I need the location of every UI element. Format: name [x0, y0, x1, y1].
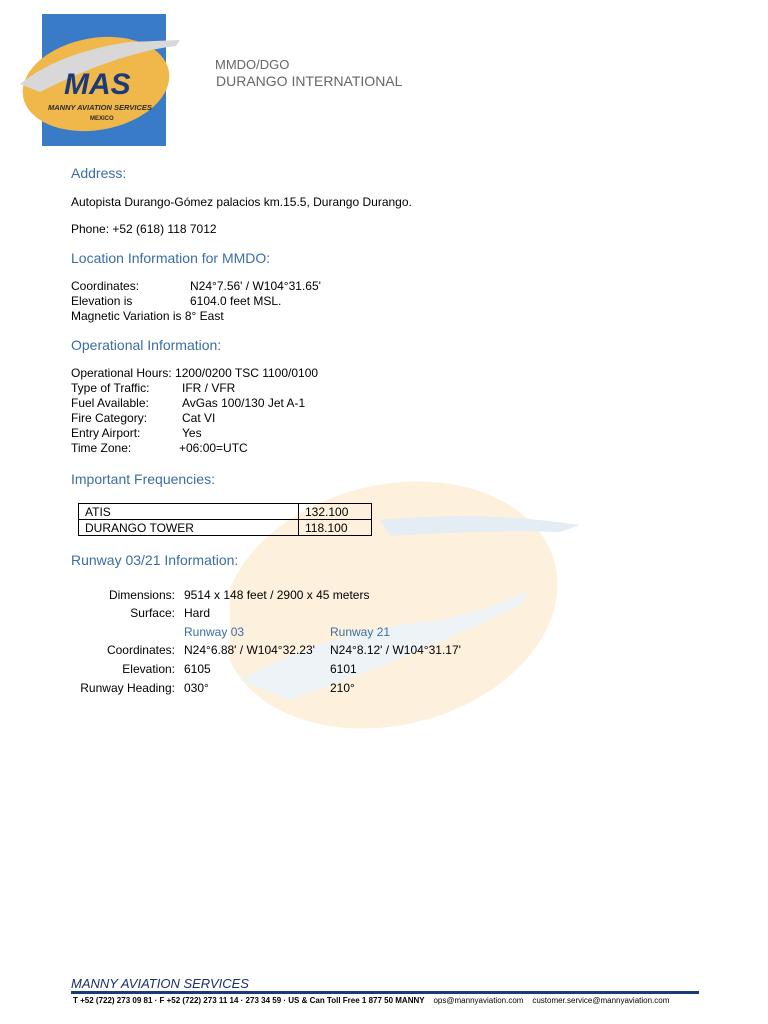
operational-row: [71, 426, 202, 440]
frequencies-title: Important Frequencies:: [71, 471, 215, 487]
logo-name-text: MANNY AVIATION SERVICES: [48, 103, 152, 112]
operational-row: [71, 441, 248, 455]
runway-coords-label: Coordinates:: [106, 643, 175, 657]
runway-21-elev: 6101: [330, 662, 357, 676]
runway-heading-label: Runway Heading:: [80, 681, 175, 695]
runway-21-coords: N24°8.12' / W104°31.17': [330, 643, 461, 657]
runway-dimensions-label: Dimensions:: [108, 588, 175, 602]
runway-surface-value: Hard: [184, 606, 211, 620]
address-title: Address:: [71, 165, 127, 181]
frequencies-table: [78, 503, 372, 536]
footer-company: MANNY AVIATION SERVICES: [71, 976, 249, 991]
runway-heading-row: [0, 681, 768, 697]
runway-surface-row: [0, 606, 768, 622]
runway-dimensions-row: [0, 588, 768, 604]
runway-coords-row: [0, 643, 768, 659]
operational-row: [71, 411, 215, 425]
frequency-name: ATIS: [79, 504, 299, 520]
operational-row-value: Cat VI: [182, 411, 216, 425]
runway-dimensions-value: 9514 x 148 feet / 2900 x 45 meters: [184, 588, 370, 602]
operational-hours: Operational Hours: 1200/0200 TSC 1100/0100: [71, 366, 319, 380]
operational-title: Operational Information:: [71, 337, 222, 353]
address-street: Autopista Durango-Gómez palacios km.15.5, Durango Durango.: [71, 195, 412, 209]
footer-contact: [73, 996, 669, 1005]
table-row: [79, 504, 372, 520]
airport-name: DURANGO INTERNATIONAL: [216, 73, 403, 89]
operational-row-label: Type of Traffic:: [71, 381, 150, 395]
frequency-name: DURANGO TOWER: [79, 520, 299, 536]
location-coords-value: N24°7.56' / W104°31.65': [190, 279, 321, 293]
runway-21-heading: 210°: [330, 681, 355, 695]
logo-brand-text: MAS: [64, 68, 131, 101]
runway-03-heading: 030°: [184, 681, 209, 695]
operational-row-label: Entry Airport:: [71, 426, 141, 440]
operational-row-value: IFR / VFR: [182, 381, 236, 395]
address-phone: Phone: +52 (618) 118 7012: [71, 222, 217, 236]
location-coords-row: [71, 279, 321, 293]
runway-03-elev: 6105: [184, 662, 211, 676]
footer-divider: [71, 991, 699, 994]
location-title: Location Information for MMDO:: [71, 250, 271, 266]
runway-03-head: Runway 03: [184, 625, 245, 639]
table-row: [79, 520, 372, 536]
location-elev-label: Elevation is: [71, 294, 133, 308]
runway-03-coords: N24°6.88' / W104°32.23': [184, 643, 315, 657]
footer-phones: T +52 (722) 273 09 81 · F +52 (722) 273 11 14 · 273 34 59 · US & Can Toll Free 1 877 50 MANNY: [73, 996, 425, 1005]
footer-email-cs[interactable]: customer.service@mannyaviation.com: [532, 996, 670, 1005]
operational-row: [71, 381, 235, 395]
runway-title: Runway 03/21 Information:: [71, 552, 239, 568]
frequency-value: 132.100: [299, 504, 372, 520]
airport-code: MMDO/DGO: [215, 57, 290, 72]
operational-row-label: Fuel Available:: [71, 396, 149, 410]
frequency-value: 118.100: [299, 520, 372, 536]
location-coords-label: Coordinates:: [71, 279, 140, 293]
runway-head-row: [0, 625, 768, 641]
operational-row-value: AvGas 100/130 Jet A-1: [182, 396, 306, 410]
location-elev-value: 6104.0 feet MSL.: [190, 294, 282, 308]
operational-row-value: +06:00=UTC: [179, 441, 248, 455]
runway-elev-row: [0, 662, 768, 678]
logo-country-text: MEXICO: [90, 116, 114, 122]
operational-row: [71, 396, 305, 410]
footer-email-ops[interactable]: ops@mannyaviation.com: [433, 996, 524, 1005]
location-magvar: Magnetic Variation is 8° East: [71, 309, 224, 323]
company-logo: [20, 12, 180, 148]
location-elev-row: [71, 294, 281, 308]
runway-surface-label: Surface:: [130, 606, 175, 620]
operational-row-label: Time Zone:: [71, 441, 132, 455]
operational-row-label: Fire Category:: [71, 411, 148, 425]
operational-row-value: Yes: [182, 426, 202, 440]
runway-21-head: Runway 21: [330, 625, 391, 639]
runway-elev-label: Elevation:: [122, 662, 175, 676]
